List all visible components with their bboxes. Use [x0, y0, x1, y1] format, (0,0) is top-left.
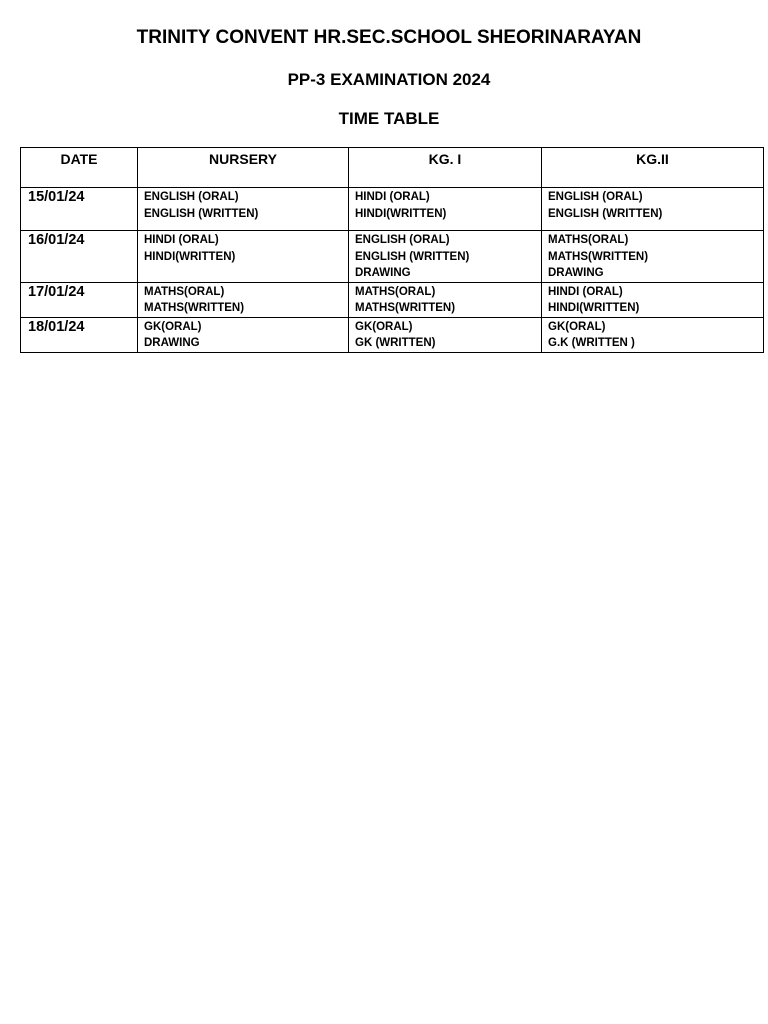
kg1-cell — [349, 282, 542, 317]
kg1-cell — [349, 188, 542, 231]
nursery-cell — [138, 282, 349, 317]
kg2-cell — [542, 188, 764, 231]
subject-line: HINDI (ORAL) — [144, 234, 219, 246]
table-row — [21, 188, 764, 231]
table-row — [21, 317, 764, 352]
subject-line: MATHS(WRITTEN) — [144, 302, 245, 314]
subject-line: GK(ORAL) — [144, 320, 202, 333]
time-table — [20, 147, 764, 353]
subject-line: DRAWING — [144, 337, 200, 349]
subject-line: ENGLISH (WRITTEN) — [355, 250, 470, 263]
subject-line: HINDI(WRITTEN) — [548, 302, 640, 314]
subject-line: ENGLISH (WRITTEN) — [548, 207, 663, 220]
date-cell: 15/01/24 — [21, 188, 138, 231]
column-header-kg1: KG. I — [349, 148, 542, 188]
column-header-date: DATE — [21, 148, 138, 188]
nursery-cell — [138, 188, 349, 231]
subject-line: GK(ORAL) — [548, 320, 606, 333]
subject-line: ENGLISH (ORAL) — [548, 191, 643, 203]
subject-line: ENGLISH (ORAL) — [144, 191, 239, 203]
school-name: TRINITY CONVENT HR.SEC.SCHOOL SHEORINARAYAN — [136, 27, 642, 48]
subject-line: HINDI(WRITTEN) — [355, 207, 447, 220]
subject-line: MATHS(WRITTEN) — [548, 250, 649, 263]
subject-line: HINDI(WRITTEN) — [144, 250, 236, 263]
subject-line: DRAWING — [355, 267, 411, 279]
subject-line: ENGLISH (ORAL) — [355, 234, 450, 246]
nursery-cell — [138, 231, 349, 283]
subject-line: MATHS(ORAL) — [548, 234, 629, 246]
kg1-cell — [349, 317, 542, 352]
kg1-cell — [349, 231, 542, 283]
subject-line: MATHS(ORAL) — [355, 285, 436, 298]
table-title: TIME TABLE — [338, 109, 440, 128]
date-cell: 18/01/24 — [21, 317, 138, 352]
nursery-cell — [138, 317, 349, 352]
subject-line: DRAWING — [548, 267, 604, 279]
subject-line: MATHS(WRITTEN) — [355, 302, 456, 314]
kg2-cell — [542, 282, 764, 317]
exam-name: PP-3 EXAMINATION 2024 — [287, 70, 491, 89]
table-row — [21, 282, 764, 317]
kg2-cell — [542, 231, 764, 283]
subject-line: GK (WRITTEN) — [355, 337, 436, 349]
table-header-row — [21, 148, 764, 188]
subject-line: G.K (WRITTEN ) — [548, 337, 635, 349]
subject-line: HINDI (ORAL) — [548, 285, 623, 298]
date-cell: 16/01/24 — [21, 231, 138, 283]
subject-line: ENGLISH (WRITTEN) — [144, 207, 259, 220]
date-cell: 17/01/24 — [21, 282, 138, 317]
column-header-nursery: NURSERY — [138, 148, 349, 188]
subject-line: MATHS(ORAL) — [144, 285, 225, 298]
table-row — [21, 231, 764, 283]
subject-line: GK(ORAL) — [355, 320, 413, 333]
column-header-kg2: KG.II — [542, 148, 764, 188]
subject-line: HINDI (ORAL) — [355, 191, 430, 203]
kg2-cell — [542, 317, 764, 352]
